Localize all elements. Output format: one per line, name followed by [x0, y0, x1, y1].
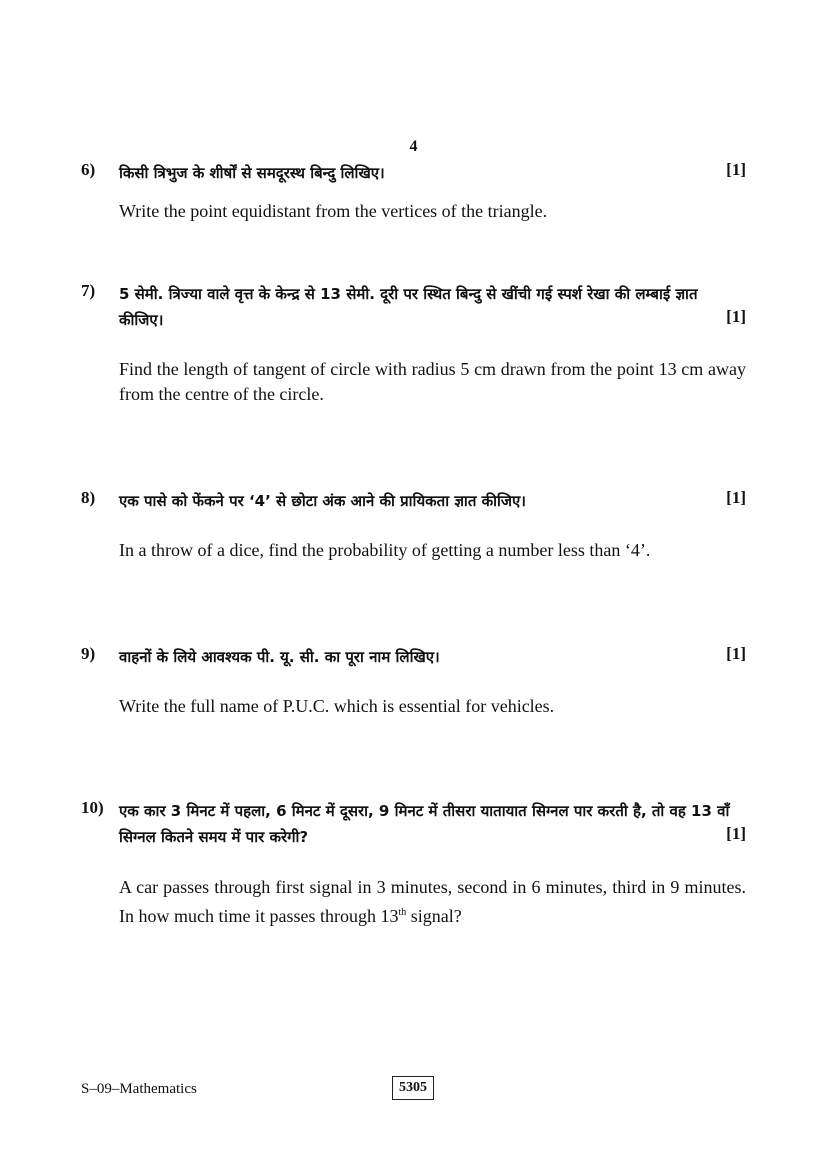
marks: [1]	[726, 824, 746, 843]
question-english-text-end: signal?	[406, 906, 462, 926]
question-hindi: एक कार 3 मिनट में पहला, 6 मिनट में दूसरा, 9 मिनट में तीसरा यातायात सिग्नल पार करती है, तो वह 13 वाँ सिग्नल कितने समय में पार करेगी?	[119, 802, 730, 846]
marks: [1]	[726, 160, 746, 179]
marks: [1]	[726, 644, 746, 663]
question-number: 8)	[81, 488, 96, 507]
superscript: th	[398, 907, 407, 918]
footer-code-box: 5305	[392, 1076, 434, 1100]
question-hindi: 5 सेमी. त्रिज्या वाले वृत्त के केन्द्र से 13 सेमी. दूरी पर स्थित बिन्दु से खींची गई स्पर्श रेखा की लम्बाई ज्ञात कीजिए।	[119, 285, 698, 329]
marks: [1]	[726, 488, 746, 507]
page-number: 4	[409, 138, 418, 155]
question-hindi: वाहनों के लिये आवश्यक पी. यू. सी. का पूरा नाम लिखिए।	[119, 648, 440, 666]
question-number: 7)	[81, 281, 96, 300]
question-english: Write the point equidistant from the vertices of the triangle.	[119, 201, 548, 221]
question-hindi: किसी त्रिभुज के शीर्षों से समदूरस्थ बिन्दु लिखिए।	[119, 164, 385, 182]
marks: [1]	[726, 307, 746, 326]
question-number: 9)	[81, 644, 96, 663]
footer-subject: S–09–Mathematics	[81, 1081, 197, 1097]
question-english: Write the full name of P.U.C. which is essential for vehicles.	[119, 696, 555, 716]
question-number: 10)	[81, 798, 104, 817]
question-english	[119, 875, 746, 929]
question-english: Find the length of tangent of circle with radius 5 cm drawn from the point 13 cm away from the centre of the circle.	[119, 359, 746, 404]
question-number: 6)	[81, 160, 96, 179]
question-english: In a throw of a dice, find the probability of getting a number less than ‘4’.	[119, 540, 651, 560]
question-english-text: A car passes through first signal in 3 minutes, second in 6 minutes, third in 9 minutes. In how much time it passes through 13	[119, 877, 746, 926]
question-hindi: एक पासे को फेंकने पर ‘4’ से छोटा अंक आने की प्रायिकता ज्ञात कीजिए।	[119, 492, 526, 510]
